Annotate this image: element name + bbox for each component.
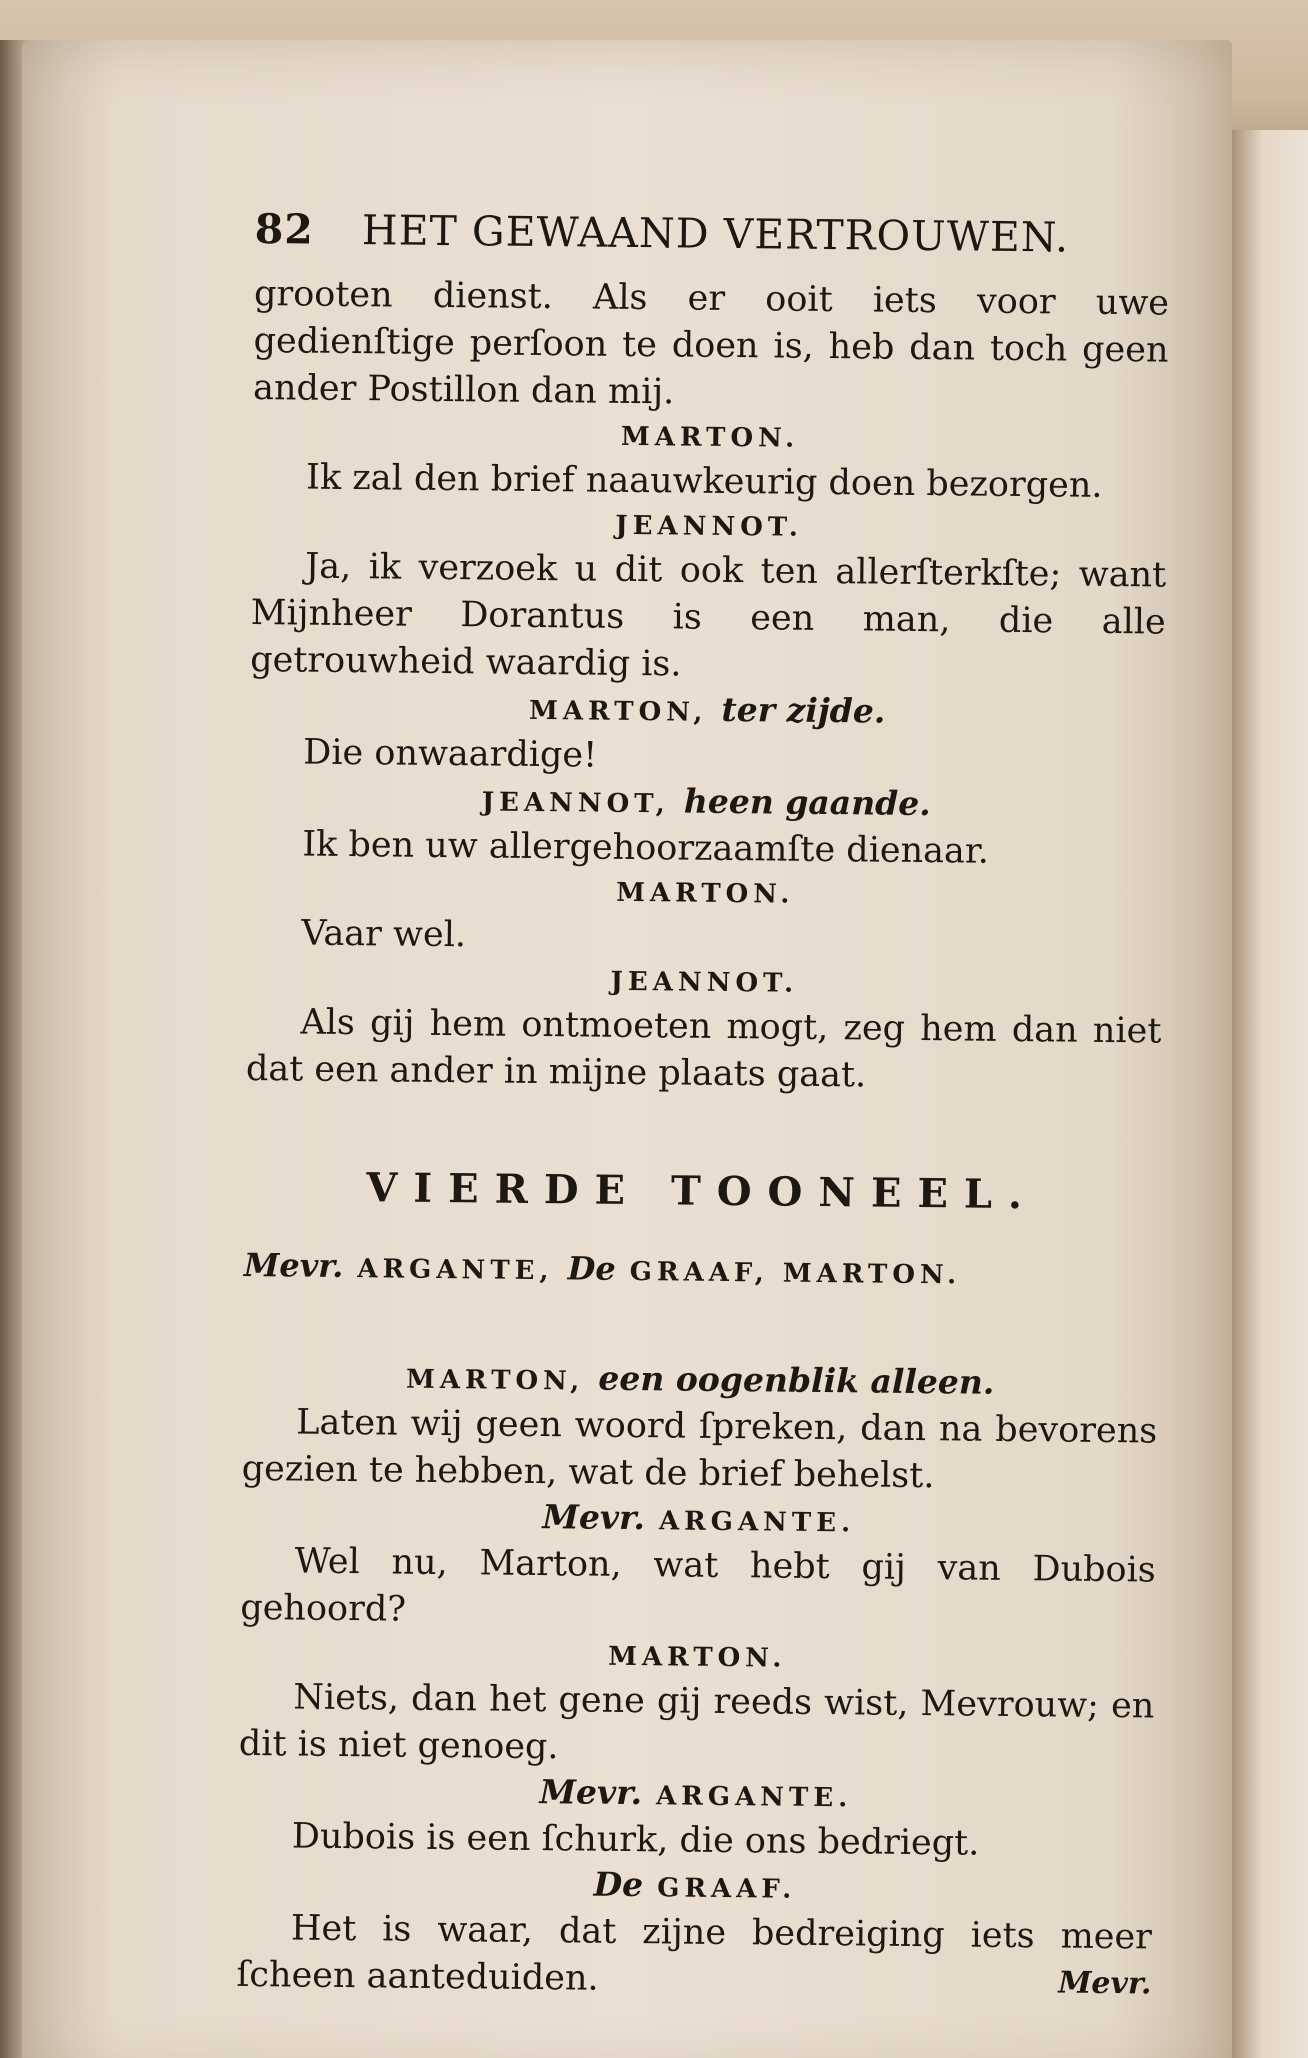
stage-direction: ter zijde.	[721, 689, 886, 731]
speaker-name: GRAAF.	[657, 1873, 797, 1905]
speaker-name: ARGANTE.	[658, 1506, 856, 1539]
speaker-name: MARTON.	[620, 421, 800, 454]
speaker-name: MARTON.	[608, 1641, 787, 1674]
speaker-name: MARTON,	[405, 1364, 585, 1397]
stage-direction: een oogenblik alleen.	[598, 1358, 995, 1402]
running-title: HET GEWAAND VERTROUWEN.	[361, 206, 1070, 262]
speaker-prefix: Mevr.	[539, 1772, 643, 1813]
cast-list	[244, 1246, 1159, 1294]
cast-marton: MARTON.	[782, 1258, 962, 1291]
speaker-prefix: Mevr.	[542, 1497, 646, 1538]
stage-direction: heen gaande.	[683, 781, 931, 824]
speaker-prefix: De	[593, 1864, 644, 1905]
speaker-name: JEANNOT.	[610, 966, 799, 999]
cast-prefix-de: De	[567, 1249, 616, 1288]
dialogue-block-1	[246, 271, 1170, 1103]
dialogue-text: Wel nu, Marton, wat hebt gij van Dubois gehoord?	[240, 1541, 1156, 1630]
dialogue-text: Het is waar, dat zijne bedreiging iets meer ſcheen aanteduiden.	[236, 1908, 1153, 1999]
dialogue-text: Ik zal den brief naauwkeurig doen bezorgen.	[305, 457, 1103, 506]
dialogue-text: Als gij hem ontmoeten mogt, zeg hem dan niet dat een ander in mijne plaats gaat.	[245, 1002, 1162, 1096]
dialogue-text: Vaar wel.	[301, 913, 467, 956]
dialogue-text: Ja, ik verzoek u dit ook ten allerſterkſte; want Mijnheer Dorantus is een man, die alle getrouwheid waardig is.	[250, 546, 1167, 685]
dialogue-text: Laten wij geen woord ſpreken, dan na bevorens gezien te hebben, wat de brief behelst.	[241, 1402, 1158, 1497]
speaker-name: ARGANTE.	[655, 1781, 853, 1814]
catchword: Mevr.	[1058, 1965, 1152, 2002]
dialogue-text: Niets, dan het gene gij reeds wist, Mevrouw; en dit is niet genoeg.	[238, 1677, 1155, 1768]
dialogue-block-2	[236, 1354, 1158, 2009]
speaker-name: MARTON,	[528, 695, 708, 728]
scene-title: VIERDE TOONEEL.	[366, 1164, 1039, 1219]
dialogue-text: Dubois is een ſchurk, die ons bedriegt.	[291, 1816, 980, 1864]
page-content	[236, 205, 1170, 2001]
speaker-name: JEANNOT.	[615, 510, 804, 543]
speaker-name: MARTON.	[616, 877, 795, 910]
facing-page-edge	[1232, 130, 1308, 2058]
speaker-name: JEANNOT,	[481, 787, 670, 820]
cast-graaf: GRAAF,	[629, 1256, 769, 1289]
dialogue-text: Ik ben uw allergehoorzaamſte dienaar.	[302, 824, 990, 872]
cast-prefix-mevr: Mevr.	[243, 1245, 344, 1285]
cast-argante: ARGANTE,	[357, 1254, 554, 1287]
page-number: 82	[254, 205, 315, 254]
running-header	[254, 205, 1169, 263]
dialogue-text: grooten dienst. Als er ooit iets voor uwe gedienſtige perſoon te doen is, heb dan toch geen ander Postillon dan mij.	[252, 273, 1170, 413]
dialogue-text: Die onwaardige!	[303, 732, 598, 776]
